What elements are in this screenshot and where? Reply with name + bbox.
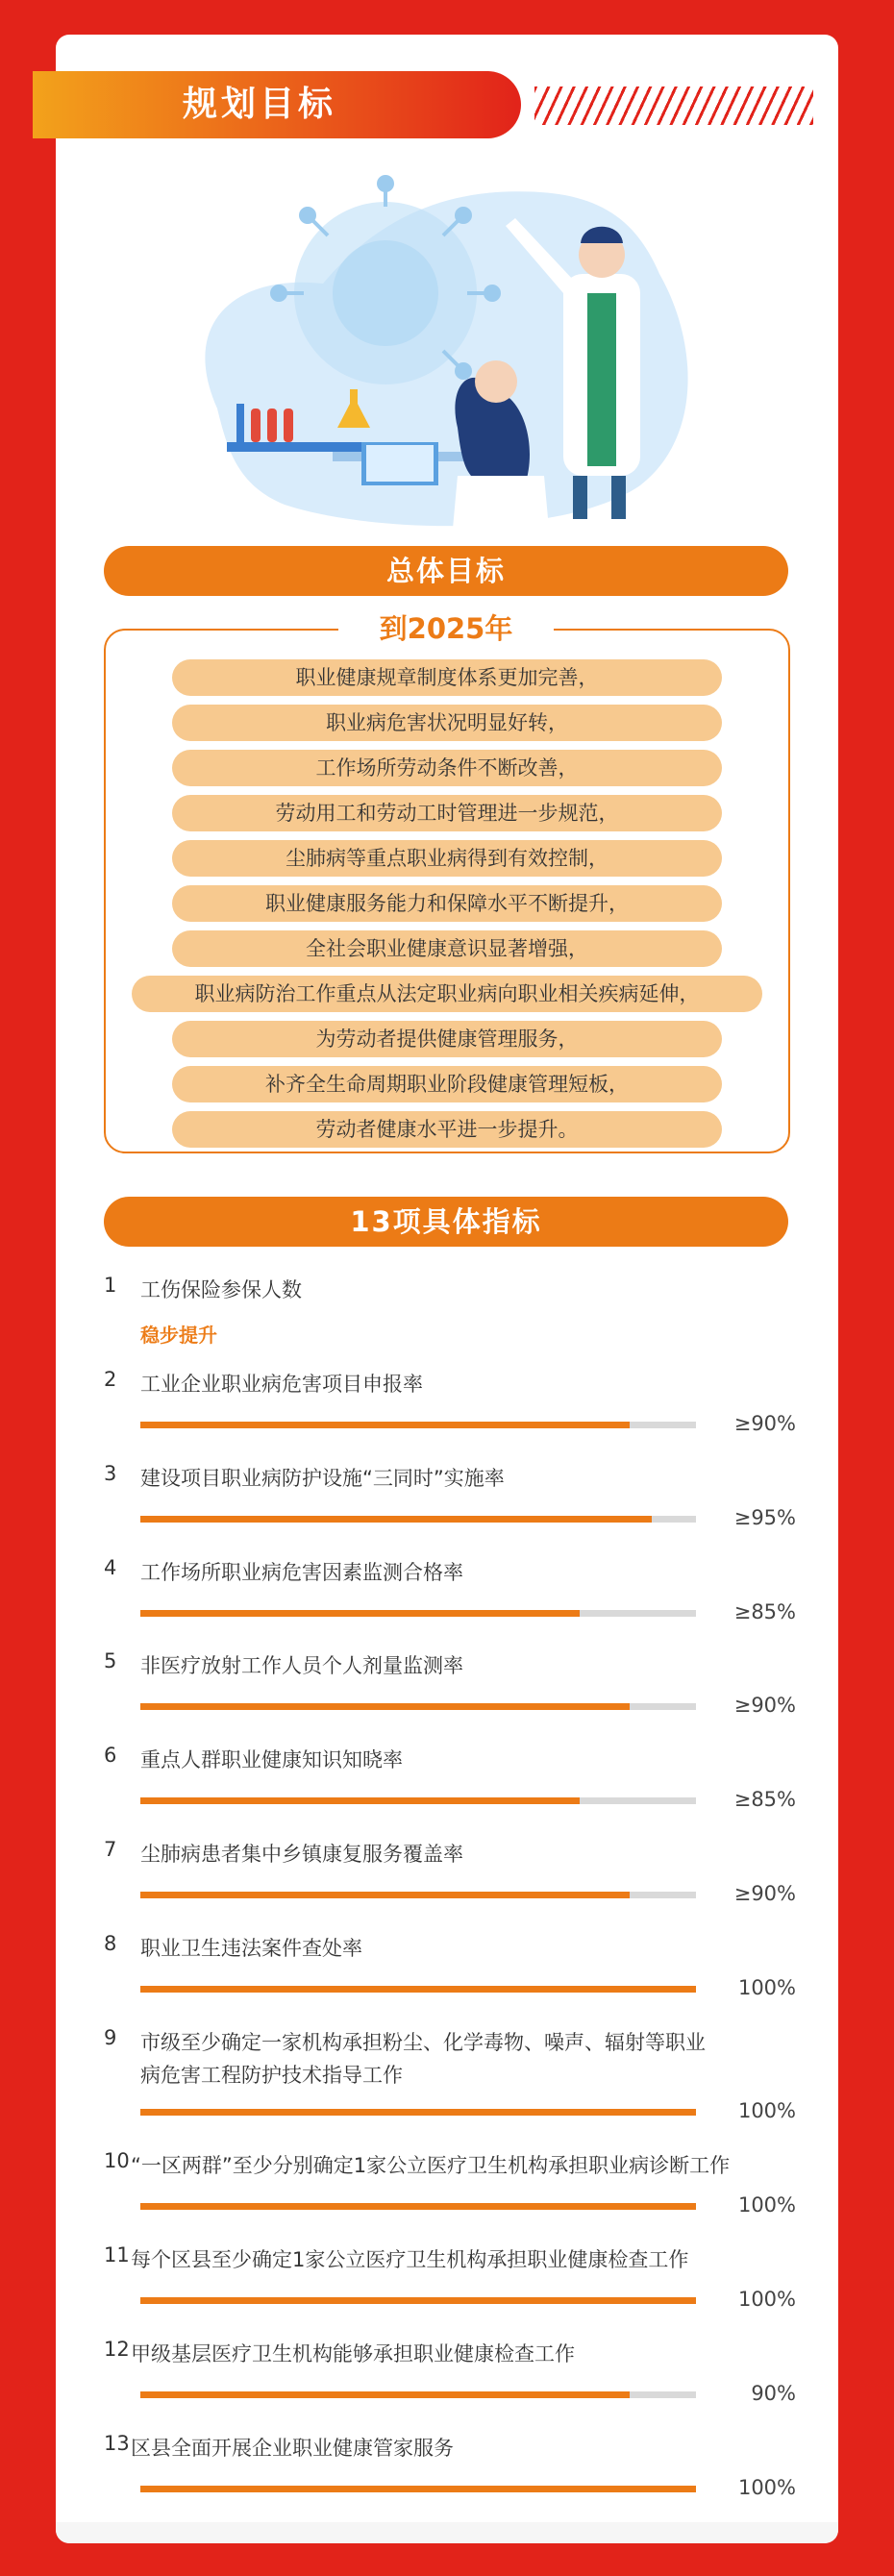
indicator-row xyxy=(104,1462,796,1539)
indicator-number: 9 xyxy=(104,2026,117,2049)
indicator-number: 6 xyxy=(104,1744,117,1767)
progress-track xyxy=(140,1516,696,1523)
indicator-value: 100% xyxy=(737,2099,796,2122)
card-footer-strip xyxy=(56,2522,838,2543)
goal-item: 为劳动者提供健康管理服务， xyxy=(172,1021,722,1057)
progress-fill xyxy=(140,2109,696,2116)
goal-item: 劳动用工和劳动工时管理进一步规范， xyxy=(172,795,722,831)
goal-item: 职业病危害状况明显好转， xyxy=(172,705,722,741)
indicator-value: 100% xyxy=(737,2476,796,2499)
indicator-number: 2 xyxy=(104,1368,117,1391)
indicator-row xyxy=(104,1556,796,1633)
indicator-number: 4 xyxy=(104,1556,117,1579)
indicator-label: 非医疗放射工作人员个人剂量监测率 xyxy=(140,1654,463,1677)
indicator-number: 7 xyxy=(104,1838,117,1861)
indicator-row xyxy=(104,1838,796,1915)
progress-fill xyxy=(140,1516,652,1523)
indicator-value: 100% xyxy=(737,2193,796,2217)
progress-fill xyxy=(140,2203,696,2210)
indicator-row xyxy=(104,1649,796,1726)
page-title: 规划目标 xyxy=(183,85,337,124)
progress-track xyxy=(140,1610,696,1617)
indicator-value: ≥90% xyxy=(733,1882,796,1905)
progress-track xyxy=(140,2203,696,2210)
progress-fill xyxy=(140,1703,630,1710)
indicator-number: 11 xyxy=(104,2243,130,2266)
goal-subheading: 到2025年 xyxy=(338,606,554,652)
progress-fill xyxy=(140,1986,696,1993)
progress-track xyxy=(140,1892,696,1898)
progress-fill xyxy=(140,1422,630,1428)
progress-track xyxy=(140,1422,696,1428)
progress-fill xyxy=(140,1797,580,1804)
indicator-value: ≥95% xyxy=(733,1506,796,1529)
indicator-value: 90% xyxy=(751,2382,796,2405)
progress-fill xyxy=(140,1610,580,1617)
goal-item: 补齐全生命周期职业阶段健康管理短板， xyxy=(172,1066,722,1102)
indicator-value: ≥85% xyxy=(733,1788,796,1811)
progress-track xyxy=(140,2297,696,2304)
overall-goal-heading: 总体目标 xyxy=(104,546,788,596)
indicator-row xyxy=(104,1744,796,1821)
indicator-number: 10 xyxy=(104,2149,130,2172)
indicator-number: 5 xyxy=(104,1649,117,1672)
indicator-number: 13 xyxy=(104,2432,130,2455)
indicator-label: “一区两群”至少分别确定1家公立医疗卫生机构承担职业病诊断工作 xyxy=(131,2154,731,2177)
goal-list xyxy=(104,659,790,1156)
indicator-number: 3 xyxy=(104,1462,117,1485)
indicator-value: ≥90% xyxy=(733,1694,796,1717)
indicator-row xyxy=(104,2338,796,2415)
indicator-row xyxy=(104,2026,796,2132)
progress-track xyxy=(140,1797,696,1804)
indicator-target: 稳步提升 xyxy=(140,1324,217,1347)
indicator-label: 建设项目职业病防护设施“三同时”实施率 xyxy=(140,1467,505,1490)
indicator-value: 100% xyxy=(737,2288,796,2311)
progress-fill xyxy=(140,2486,696,2492)
progress-track xyxy=(140,1986,696,1993)
indicator-number: 8 xyxy=(104,1932,117,1955)
indicator-row xyxy=(104,1368,796,1445)
indicator-row xyxy=(104,1932,796,2009)
indicator-label: 职业卫生违法案件查处率 xyxy=(140,1937,362,1960)
progress-fill xyxy=(140,2297,696,2304)
indicator-row xyxy=(104,2243,796,2320)
indicator-number: 12 xyxy=(104,2338,130,2361)
progress-track xyxy=(140,2391,696,2398)
indicator-label: 尘肺病患者集中乡镇康复服务覆盖率 xyxy=(140,1843,463,1866)
goal-item: 尘肺病等重点职业病得到有效控制， xyxy=(172,840,722,877)
progress-track xyxy=(140,2109,696,2116)
indicator-value: 100% xyxy=(737,1976,796,1999)
goal-item: 职业健康服务能力和保障水平不断提升， xyxy=(172,885,722,922)
indicator-number: 1 xyxy=(104,1274,117,1297)
indicator-row xyxy=(104,1274,796,1350)
indicator-label: 每个区县至少确定1家公立医疗卫生机构承担职业健康检查工作 xyxy=(131,2248,689,2271)
indicator-value: ≥85% xyxy=(733,1600,796,1623)
indicators-heading: 13项具体指标 xyxy=(104,1197,788,1247)
goal-item: 职业健康规章制度体系更加完善， xyxy=(172,659,722,696)
indicator-row xyxy=(104,2149,796,2226)
indicator-label: 区县全面开展企业职业健康管家服务 xyxy=(131,2437,454,2460)
goal-item: 全社会职业健康意识显著增强， xyxy=(172,930,722,967)
indicator-label: 甲级基层医疗卫生机构能够承担职业健康检查工作 xyxy=(131,2342,575,2365)
indicator-label: 工伤保险参保人数 xyxy=(140,1278,302,1301)
indicator-label: 工业企业职业病危害项目申报率 xyxy=(140,1373,423,1396)
lab-illustration xyxy=(179,168,717,529)
indicator-label: 重点人群职业健康知识知晓率 xyxy=(140,1748,403,1771)
progress-fill xyxy=(140,2391,630,2398)
goal-item: 工作场所劳动条件不断改善， xyxy=(172,750,722,786)
decorative-stripes xyxy=(534,87,813,125)
indicator-row xyxy=(104,2432,796,2509)
progress-fill xyxy=(140,1892,630,1898)
goal-item: 劳动者健康水平进一步提升。 xyxy=(172,1111,722,1148)
progress-track xyxy=(140,2486,696,2492)
indicator-value: ≥90% xyxy=(733,1412,796,1435)
goal-item: 职业病防治工作重点从法定职业病向职业相关疾病延伸， xyxy=(132,976,762,1012)
progress-track xyxy=(140,1703,696,1710)
indicator-label: 市级至少确定一家机构承担粉尘、化学毒物、噪声、辐射等职业病危害工程防护技术指导工作 xyxy=(140,2031,706,2087)
indicator-label: 工作场所职业病危害因素监测合格率 xyxy=(140,1561,463,1584)
